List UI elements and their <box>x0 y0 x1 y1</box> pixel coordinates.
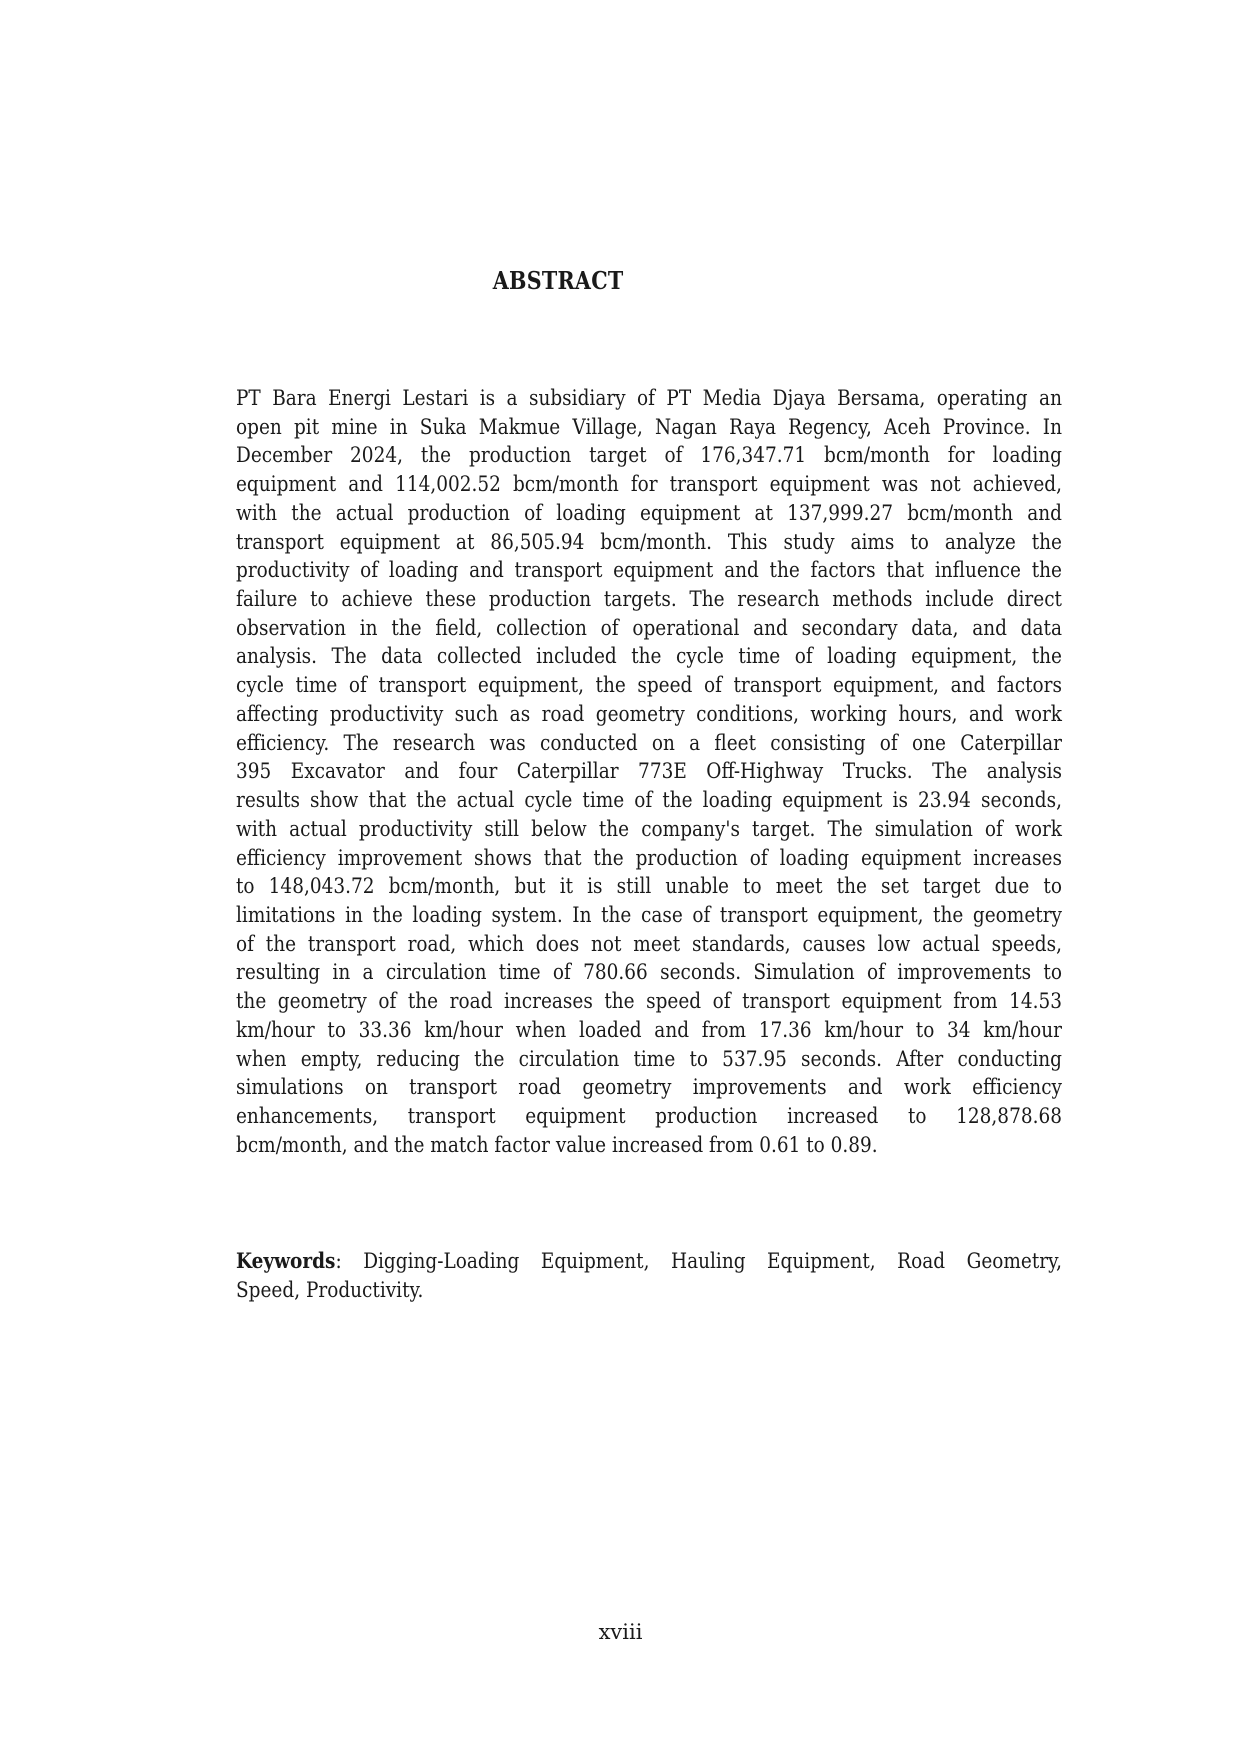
abstract-line: cycle time of transport equipment, the speed of transport equipment, and factors <box>236 673 1062 699</box>
abstract-line: PT Bara Energi Lestari is a subsidiary of PT Media Djaya Bersama, operating an <box>236 386 1062 411</box>
abstract-line: simulations on transport road geometry improvements and work efficiency <box>236 1075 1062 1101</box>
abstract-line: enhancements, transport equipment production increased to 128,878.68 <box>236 1103 1062 1129</box>
abstract-line: limitations in the loading system. In the case of transport equipment, the geometry <box>236 902 1062 928</box>
page-title: ABSTRACT <box>492 266 624 295</box>
abstract-paragraph <box>236 385 1062 1160</box>
abstract-line: resulting in a circulation time of 780.66 seconds. Simulation of improvements to <box>236 960 1062 986</box>
abstract-line: affecting productivity such as road geometry conditions, working hours, and work <box>236 701 1062 727</box>
abstract-line: to 148,043.72 bcm/month, but it is still unable to meet the set target due to <box>236 874 1062 900</box>
abstract-line: transport equipment at 86,505.94 bcm/month. This study aims to analyze the <box>236 529 1062 555</box>
abstract-line: December 2024, the production target of 176,347.71 bcm/month for loading <box>236 443 1062 469</box>
abstract-line: results show that the actual cycle time of the loading equipment is 23.94 seconds, <box>236 788 1062 814</box>
abstract-line: bcm/month, and the match factor value increased from 0.61 to 0.89. <box>236 1132 878 1158</box>
abstract-line: open pit mine in Suka Makmue Village, Nagan Raya Regency, Aceh Province. In <box>236 414 1062 440</box>
abstract-line: efficiency. The research was conducted on a fleet consisting of one Caterpillar <box>236 730 1062 756</box>
keywords-separator: : <box>335 1249 342 1274</box>
abstract-line: with actual productivity still below the company's target. The simulation of work <box>236 816 1062 842</box>
abstract-line: efficiency improvement shows that the production of loading equipment increases <box>236 845 1062 871</box>
abstract-line: the geometry of the road increases the speed of transport equipment from 14.53 <box>236 989 1062 1015</box>
keywords-section <box>236 1248 1062 1305</box>
page-number: xviii <box>598 1620 643 1644</box>
abstract-line: km/hour to 33.36 km/hour when loaded and from 17.36 km/hour to 34 km/hour <box>236 1017 1062 1043</box>
keywords-line <box>236 1277 1062 1306</box>
abstract-line: when empty, reducing the circulation time to 537.95 seconds. After conducting <box>236 1046 1062 1072</box>
abstract-line: observation in the field, collection of operational and secondary data, and data <box>236 615 1062 641</box>
abstract-line: analysis. The data collected included the cycle time of loading equipment, the <box>236 644 1062 670</box>
abstract-line: failure to achieve these production targets. The research methods include direct <box>236 587 1062 613</box>
abstract-line: with the actual production of loading equipment at 137,999.27 bcm/month and <box>236 500 1062 526</box>
abstract-line: 395 Excavator and four Caterpillar 773E Off-Highway Trucks. The analysis <box>236 759 1062 785</box>
keywords-label: Keywords <box>236 1249 336 1274</box>
keywords-line <box>236 1248 1062 1277</box>
abstract-line: productivity of loading and transport equipment and the factors that influence the <box>236 558 1062 584</box>
keywords-list-continued: Speed, Productivity. <box>236 1277 424 1303</box>
keywords-list: Digging-Loading Equipment, Hauling Equipment, Road Geometry, <box>363 1249 1062 1274</box>
abstract-line: of the transport road, which does not meet standards, causes low actual speeds, <box>236 931 1062 957</box>
abstract-line: equipment and 114,002.52 bcm/month for transport equipment was not achieved, <box>236 472 1062 498</box>
